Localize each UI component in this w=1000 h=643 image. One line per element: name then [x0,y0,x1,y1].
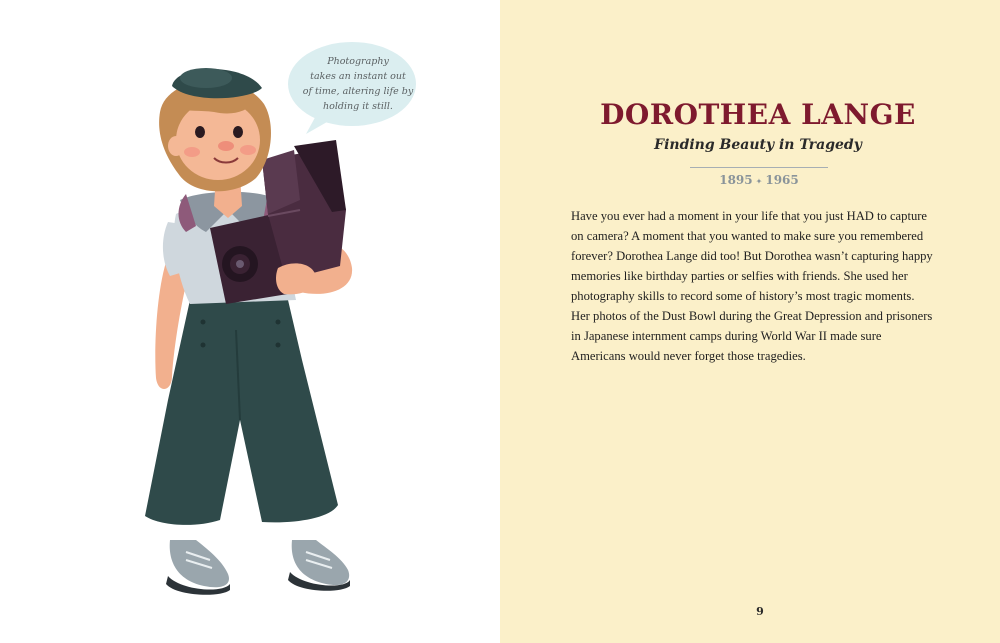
quote-line: of time, altering life by [302,86,414,97]
head [159,68,271,191]
divider [690,167,828,168]
body-line: Have you ever had a moment in your life that you just HAD to capture [571,209,928,223]
sneakers [166,540,350,595]
body-line: photography skills to record some of history’s most tragic moments. [571,289,915,303]
quote-line: takes an instant out [310,71,406,82]
death-year: 1965 [765,173,799,187]
birth-year: 1895 [719,173,753,187]
body-line: Her photos of the Dust Bowl during the Great Depression and prisoners [571,309,933,323]
body-line: memories like birthday parties or selfies with friends. She used her [571,269,908,283]
page-number: 9 [756,605,764,618]
body-line: on camera? A moment that you wanted to make sure you remembered [571,229,924,243]
speech-bubble-quote [296,54,420,114]
dates-separator-icon: ✦ [755,177,763,186]
life-dates [690,173,828,187]
body-line: Americans would never forget those tragedies. [571,349,806,363]
quote-line: holding it still. [323,101,393,112]
page-subtitle: Finding Beauty in Tragedy [654,137,862,153]
body-line: forever? Dorothea Lange did too! But Dorothea wasn’t capturing happy [571,249,933,263]
quote-line: Photography [327,56,389,67]
body-paragraph [571,206,943,366]
body-line: in Japanese internment camps during World War II made sure [571,329,882,343]
page-title: DOROTHEA LANGE [600,98,916,131]
